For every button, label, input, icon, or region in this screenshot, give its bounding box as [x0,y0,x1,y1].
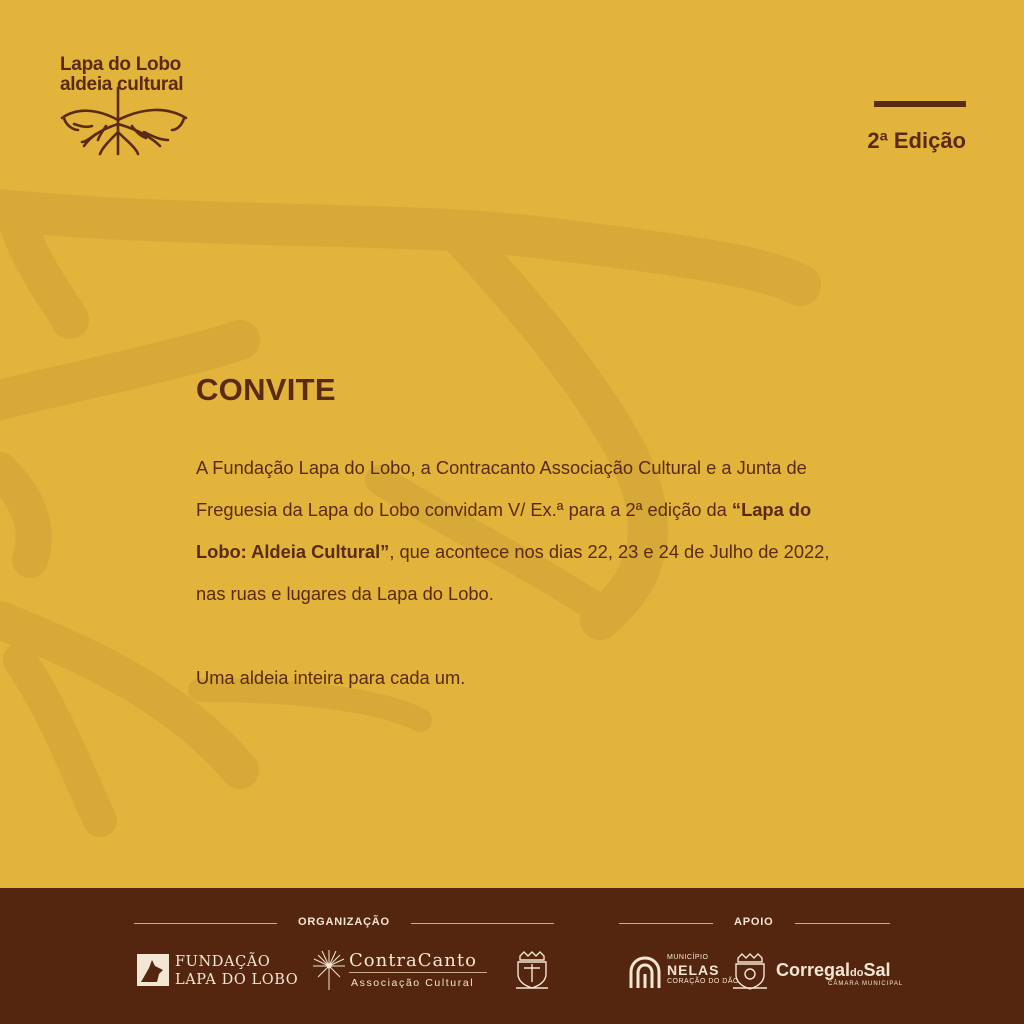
corregal-do-sal-logo [776,960,904,987]
nelas-subtitle: CORAÇÃO DO DÃO [667,978,739,985]
contracanto-name: ContraCanto [349,950,477,971]
invitation-title: CONVITE [196,372,336,407]
corregal-name-part2: Sal [863,960,891,980]
nelas-crest-icon [731,952,769,992]
contracanto-divider [349,972,487,973]
support-label: APOIO [734,916,774,928]
parish-crest-icon [512,950,552,992]
support-rule-right [795,923,890,924]
brand-logo [56,52,196,162]
tagline: Uma aldeia inteira para cada um. [196,667,466,688]
corregal-name [776,960,891,981]
corregal-name-do: do [850,967,864,979]
organization-label: ORGANIZAÇÃO [298,916,390,928]
organization-rule-left [134,923,277,924]
invitation-text-part1: A Fundação Lapa do Lobo, a Contracanto Associação Cultural e a Junta de Freguesia da Lapa do Lobo convidam V/ Ex.ª para a 2ª edição da [196,457,807,520]
nelas-icon [627,954,663,990]
logo-title-line2: aldeia cultural [60,74,184,95]
corregal-name-part1: Corregal [776,960,851,980]
fundacao-line1: FUNDAÇÃO [175,954,271,970]
contracanto-subtitle: Associação Cultural [351,977,475,989]
dandelion-icon [311,948,347,992]
corregal-subtitle: CÂMARA MUNICIPAL [828,981,904,987]
edition-label: 2ª Edição [867,128,966,153]
footer [0,888,1024,1024]
wolf-logo-icon [137,954,169,986]
support-rule-left [619,923,713,924]
invitation-text-part2: , que acontece nos dias 22, 23 e 24 de Julho de 2022, nas ruas e lugares da Lapa do Lobo. [196,541,830,604]
logo-title-line1: Lapa do Lobo [60,54,181,75]
fundacao-line2: LAPA DO LOBO [175,972,299,988]
edition-bar [874,101,966,107]
invitation-text [196,447,836,615]
nelas-label-small: MUNICÍPIO [667,954,709,961]
nelas-label: NELAS [667,962,720,978]
organization-rule-right [411,923,554,924]
event-name: “Lapa do Lobo: Aldeia Cultural” [196,499,812,562]
